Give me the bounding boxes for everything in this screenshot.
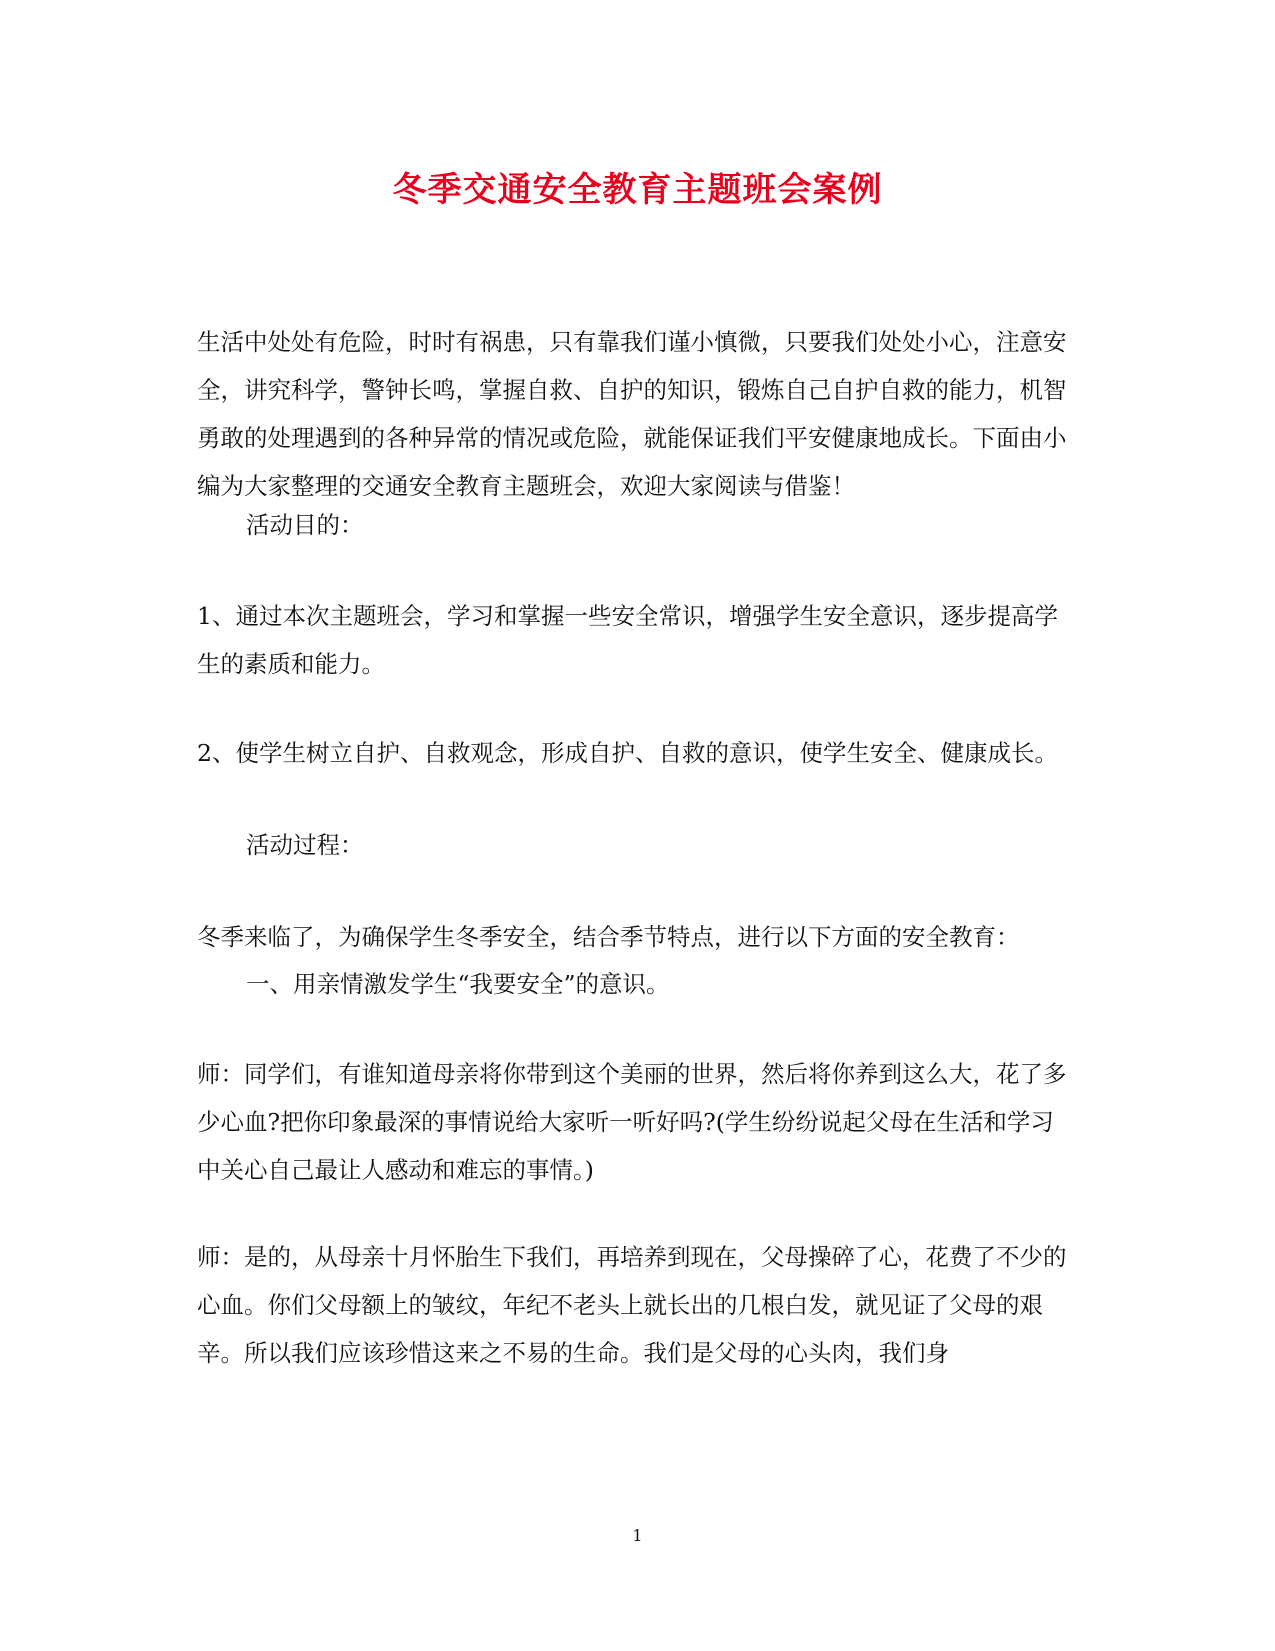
- teacher-paragraph-1: 师：同学们，有谁知道母亲将你带到这个美丽的世界，然后将你养到这么大，花了多少心血?把你印象最深的事情说给大家听一听好吗?(学生纷纷说起父母在生活和学习中关心自己最让人感动和难忘的事情。): [197, 1060, 1067, 1184]
- intro-paragraph: 生活中处处有危险，时时有祸患，只有靠我们谨小慎微，只要我们处处小心，注意安全，讲究科学，警钟长鸣，掌握自救、自护的知识，锻炼自己自护自救的能力，机智勇敢的处理遇到的各种异常的情况或危险，就能保证我们平安健康地成长。下面由小编为大家整理的交通安全教育主题班会，欢迎大家阅读与借鉴！: [197, 328, 1067, 500]
- section-heading-purpose: 活动目的：: [246, 511, 364, 539]
- purpose-item-2: 2、使学生树立自护、自救观念，形成自护、自救的意识，使学生安全、健康成长。: [197, 739, 1058, 767]
- purpose-item-1: 1、通过本次主题班会，学习和掌握一些安全常识，增强学生安全意识，逐步提高学生的素质和能力。: [197, 602, 1058, 678]
- page-number: 1: [632, 1526, 643, 1545]
- subsection-heading-1: 一、用亲情激发学生“我要安全”的意识。: [246, 970, 670, 998]
- teacher-paragraph-2: 师：是的，从母亲十月怀胎生下我们，再培养到现在，父母操碎了心，花费了不少的心血。你们父母额上的皱纹，年纪不老头上就长出的几根白发，就见证了父母的艰辛。所以我们应该珍惜这来之不易的生命。我们是父母的心头肉，我们身: [197, 1243, 1067, 1367]
- document-title: 冬季交通安全教育主题班会案例: [392, 170, 883, 210]
- section-heading-process: 活动过程：: [246, 831, 364, 859]
- process-intro-paragraph: 冬季来临了，为确保学生冬季安全，结合季节特点，进行以下方面的安全教育：: [197, 923, 1020, 951]
